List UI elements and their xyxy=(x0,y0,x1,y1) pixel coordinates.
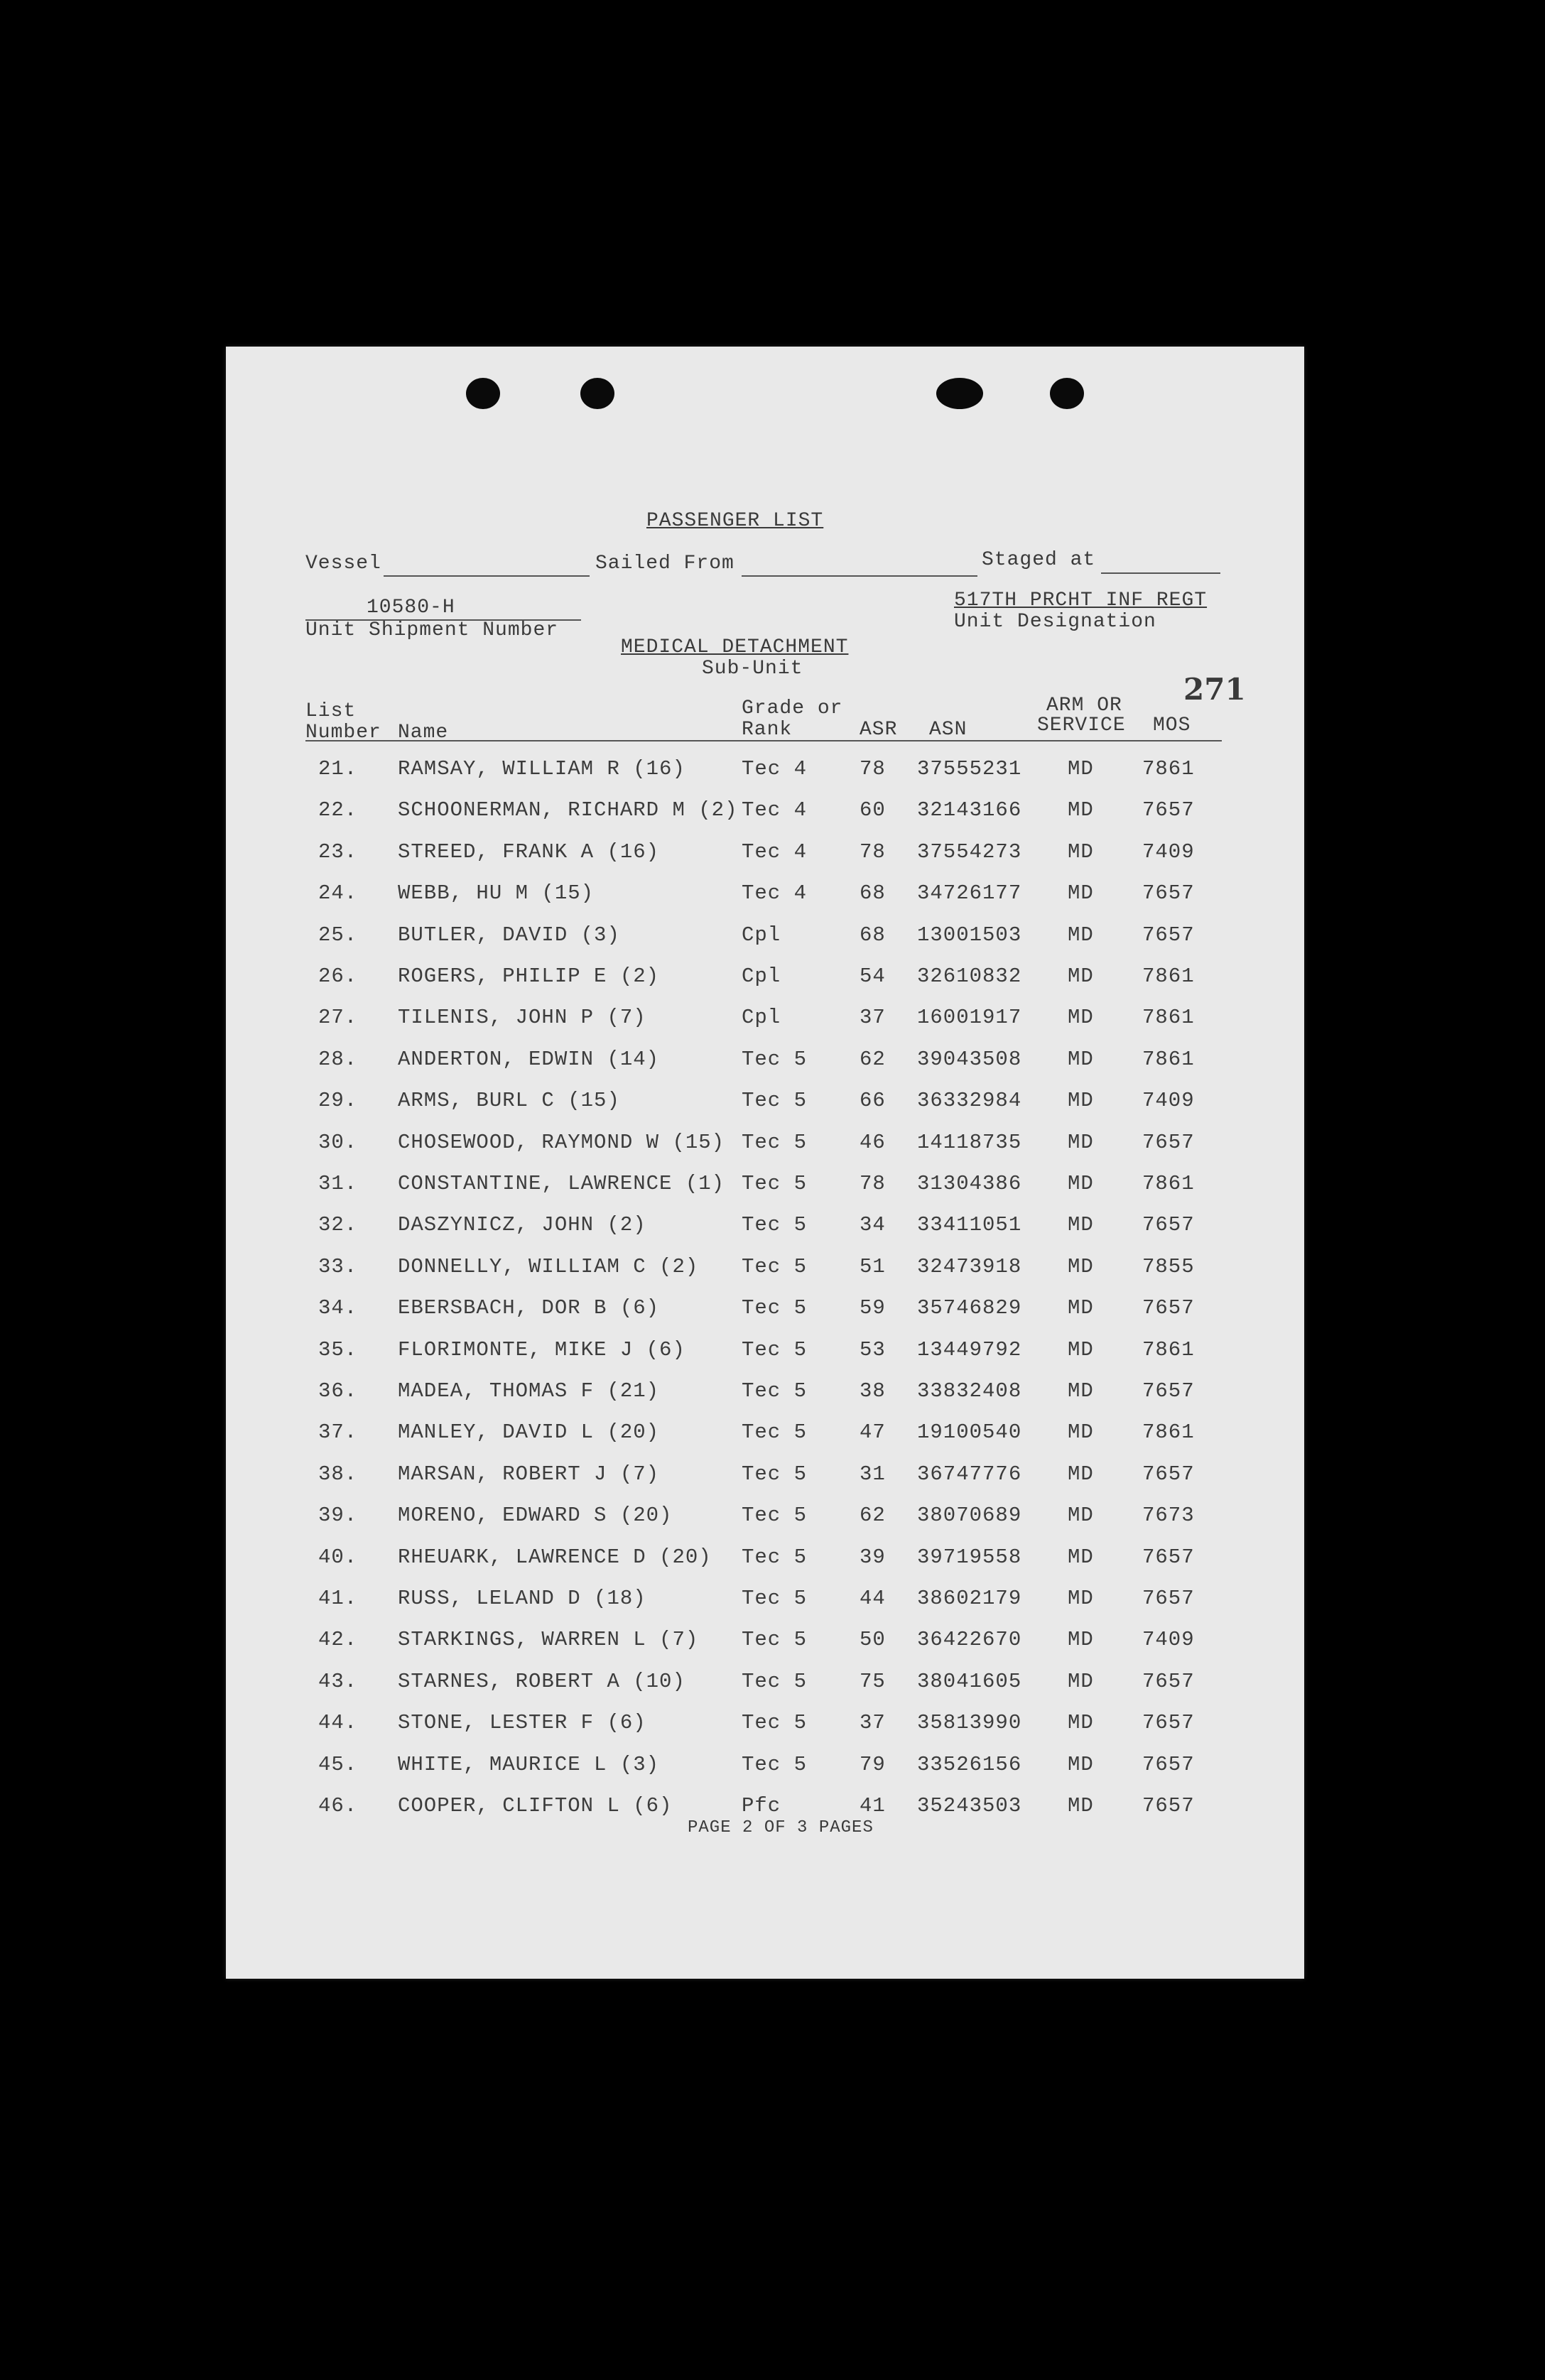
list-number: 39. xyxy=(318,1504,358,1528)
arm-or-service: MD xyxy=(1068,1213,1094,1237)
arm-or-service: MD xyxy=(1068,881,1094,906)
grade-rank: Tec 5 xyxy=(742,1711,808,1735)
army-serial-number: 36747776 xyxy=(917,1462,1022,1486)
grade-rank: Tec 4 xyxy=(742,881,808,906)
mos-code: 7657 xyxy=(1142,1213,1195,1237)
grade-rank: Tec 4 xyxy=(742,839,808,864)
asr-score: 37 xyxy=(860,1711,886,1735)
list-number: 31. xyxy=(318,1172,358,1195)
list-number: 36. xyxy=(318,1379,358,1403)
arm-or-service: MD xyxy=(1068,1337,1094,1362)
arm-or-service: MD xyxy=(1068,1047,1094,1071)
asr-score: 68 xyxy=(860,923,886,947)
passenger-name: STARKINGS, WARREN L (7) xyxy=(398,1628,699,1652)
mos-code: 7657 xyxy=(1142,881,1195,906)
army-serial-number: 38041605 xyxy=(917,1669,1022,1693)
mos-code: 7657 xyxy=(1142,1711,1195,1735)
asr-score: 39 xyxy=(860,1545,886,1569)
arm-or-service: MD xyxy=(1068,1587,1094,1610)
grade-rank: Tec 5 xyxy=(742,1296,808,1320)
passenger-name: ROGERS, PHILIP E (2) xyxy=(398,965,660,988)
col-header-number: Number xyxy=(305,722,381,744)
sub-unit-label: Sub-Unit xyxy=(702,658,803,680)
table-row xyxy=(226,1545,1304,1587)
grade-rank: Tec 5 xyxy=(742,1504,808,1528)
list-number: 44. xyxy=(318,1711,358,1735)
table-row xyxy=(226,1379,1304,1420)
asr-score: 34 xyxy=(860,1213,886,1237)
table-row xyxy=(226,1420,1304,1462)
army-serial-number: 33832408 xyxy=(917,1379,1022,1403)
list-number: 32. xyxy=(318,1213,358,1237)
arm-or-service: MD xyxy=(1068,1254,1094,1278)
arm-or-service: MD xyxy=(1068,757,1094,781)
mos-code: 7673 xyxy=(1142,1504,1195,1528)
passenger-name: SCHOONERMAN, RICHARD M (2) xyxy=(398,798,738,822)
unit-shipment-number-label: Unit Shipment Number xyxy=(305,619,559,641)
passenger-name: DASZYNICZ, JOHN (2) xyxy=(398,1213,646,1237)
unit-designation-label: Unit Designation xyxy=(954,611,1156,633)
table-row xyxy=(226,1753,1304,1794)
list-number: 23. xyxy=(318,839,358,864)
vessel-label: Vessel xyxy=(305,553,381,575)
mos-code: 7861 xyxy=(1142,1172,1195,1195)
arm-or-service: MD xyxy=(1068,923,1094,947)
table-row xyxy=(226,1089,1304,1130)
grade-rank: Tec 5 xyxy=(742,1628,808,1652)
mos-code: 7657 xyxy=(1142,1794,1195,1817)
army-serial-number: 33526156 xyxy=(917,1752,1022,1776)
army-serial-number: 32473918 xyxy=(917,1254,1022,1278)
passenger-name: FLORIMONTE, MIKE J (6) xyxy=(398,1337,685,1362)
passenger-name: MADEA, THOMAS F (21) xyxy=(398,1379,660,1403)
grade-rank: Tec 4 xyxy=(742,798,808,822)
mos-code: 7657 xyxy=(1142,1587,1195,1610)
passenger-name: WHITE, MAURICE L (3) xyxy=(398,1752,660,1776)
passenger-name: CHOSEWOOD, RAYMOND W (15) xyxy=(398,1130,725,1154)
col-header-asr: ASR xyxy=(860,719,898,741)
mos-code: 7657 xyxy=(1142,923,1195,947)
list-number: 27. xyxy=(318,1006,358,1030)
army-serial-number: 13449792 xyxy=(917,1337,1022,1362)
table-row xyxy=(226,757,1304,798)
staged-at-blank xyxy=(1101,572,1220,574)
table-row xyxy=(226,1587,1304,1628)
asr-score: 41 xyxy=(860,1794,886,1817)
arm-or-service: MD xyxy=(1068,1006,1094,1030)
list-number: 26. xyxy=(318,965,358,988)
arm-or-service: MD xyxy=(1068,798,1094,822)
grade-rank: Tec 5 xyxy=(742,1669,808,1693)
asr-score: 54 xyxy=(860,965,886,988)
arm-or-service: MD xyxy=(1068,1420,1094,1445)
grade-rank: Tec 5 xyxy=(742,1379,808,1403)
list-number: 24. xyxy=(318,881,358,906)
sailed-from-label: Sailed From xyxy=(595,553,734,575)
grade-rank: Tec 5 xyxy=(742,1213,808,1237)
army-serial-number: 36422670 xyxy=(917,1628,1022,1652)
asr-score: 78 xyxy=(860,839,886,864)
army-serial-number: 13001503 xyxy=(917,923,1022,947)
table-row xyxy=(226,965,1304,1006)
grade-rank: Tec 4 xyxy=(742,757,808,781)
passenger-name: EBERSBACH, DOR B (6) xyxy=(398,1296,660,1320)
col-header-arm: ARM OR xyxy=(1046,695,1122,717)
mos-code: 7861 xyxy=(1142,965,1195,988)
arm-or-service: MD xyxy=(1068,1794,1094,1817)
table-row xyxy=(226,840,1304,881)
army-serial-number: 33411051 xyxy=(917,1213,1022,1237)
table-row xyxy=(226,1255,1304,1296)
table-row xyxy=(226,1711,1304,1752)
army-serial-number: 14118735 xyxy=(917,1130,1022,1154)
staged-at-label: Staged at xyxy=(982,549,1096,571)
col-header-asn: ASN xyxy=(929,719,967,741)
grade-rank: Tec 5 xyxy=(742,1089,808,1113)
army-serial-number: 34726177 xyxy=(917,881,1022,906)
list-number: 33. xyxy=(318,1254,358,1278)
mos-code: 7657 xyxy=(1142,1752,1195,1776)
unit-designation: 517TH PRCHT INF REGT xyxy=(954,589,1208,612)
page-footer: PAGE 2 OF 3 PAGES xyxy=(688,1818,874,1837)
asr-score: 78 xyxy=(860,1172,886,1195)
arm-or-service: MD xyxy=(1068,1545,1094,1569)
arm-or-service: MD xyxy=(1068,1504,1094,1528)
list-number: 42. xyxy=(318,1628,358,1652)
army-serial-number: 39043508 xyxy=(917,1047,1022,1071)
army-serial-number: 35243503 xyxy=(917,1794,1022,1817)
mos-code: 7657 xyxy=(1142,1545,1195,1569)
list-number: 22. xyxy=(318,798,358,822)
asr-score: 59 xyxy=(860,1296,886,1320)
army-serial-number: 38070689 xyxy=(917,1504,1022,1528)
table-row xyxy=(226,798,1304,839)
grade-rank: Tec 5 xyxy=(742,1254,808,1278)
grade-rank: Tec 5 xyxy=(742,1545,808,1569)
punch-hole-3 xyxy=(936,378,983,409)
grade-rank: Pfc xyxy=(742,1794,781,1817)
grade-rank: Tec 5 xyxy=(742,1462,808,1486)
arm-or-service: MD xyxy=(1068,1752,1094,1776)
mos-code: 7861 xyxy=(1142,1420,1195,1445)
passenger-name: COOPER, CLIFTON L (6) xyxy=(398,1794,673,1817)
table-row xyxy=(226,1006,1304,1047)
mos-code: 7657 xyxy=(1142,1669,1195,1693)
grade-rank: Cpl xyxy=(742,923,781,947)
asr-score: 62 xyxy=(860,1047,886,1071)
asr-score: 47 xyxy=(860,1420,886,1445)
mos-code: 7855 xyxy=(1142,1254,1195,1278)
asr-score: 50 xyxy=(860,1628,886,1652)
passenger-name: ARMS, BURL C (15) xyxy=(398,1089,620,1113)
grade-rank: Cpl xyxy=(742,1006,781,1030)
passenger-name: CONSTANTINE, LAWRENCE (1) xyxy=(398,1172,725,1195)
passenger-name: DONNELLY, WILLIAM C (2) xyxy=(398,1254,699,1278)
asr-score: 79 xyxy=(860,1752,886,1776)
asr-score: 60 xyxy=(860,798,886,822)
table-row xyxy=(226,1628,1304,1669)
table-row xyxy=(226,1296,1304,1337)
army-serial-number: 38602179 xyxy=(917,1587,1022,1610)
passenger-name: WEBB, HU M (15) xyxy=(398,881,595,906)
grade-rank: Cpl xyxy=(742,965,781,988)
grade-rank: Tec 5 xyxy=(742,1587,808,1610)
arm-or-service: MD xyxy=(1068,1172,1094,1195)
table-row xyxy=(226,1462,1304,1504)
mos-code: 7657 xyxy=(1142,1462,1195,1486)
arm-or-service: MD xyxy=(1068,965,1094,988)
mos-code: 7657 xyxy=(1142,798,1195,822)
army-serial-number: 31304386 xyxy=(917,1172,1022,1195)
asr-score: 53 xyxy=(860,1337,886,1362)
arm-or-service: MD xyxy=(1068,1296,1094,1320)
table-row xyxy=(226,923,1304,965)
grade-rank: Tec 5 xyxy=(742,1172,808,1195)
asr-score: 66 xyxy=(860,1089,886,1113)
grade-rank: Tec 5 xyxy=(742,1752,808,1776)
mos-code: 7657 xyxy=(1142,1296,1195,1320)
asr-score: 44 xyxy=(860,1587,886,1610)
mos-code: 7409 xyxy=(1142,839,1195,864)
passenger-name: RHEUARK, LAWRENCE D (20) xyxy=(398,1545,712,1569)
passenger-name: RUSS, LELAND D (18) xyxy=(398,1587,646,1610)
punch-hole-2 xyxy=(580,378,614,409)
arm-or-service: MD xyxy=(1068,1379,1094,1403)
army-serial-number: 37555231 xyxy=(917,757,1022,781)
asr-score: 46 xyxy=(860,1130,886,1154)
grade-rank: Tec 5 xyxy=(742,1130,808,1154)
list-number: 38. xyxy=(318,1462,358,1486)
asr-score: 51 xyxy=(860,1254,886,1278)
passenger-name: MARSAN, ROBERT J (7) xyxy=(398,1462,660,1486)
table-row xyxy=(226,1504,1304,1545)
col-header-name: Name xyxy=(398,722,449,744)
table-row xyxy=(226,1172,1304,1213)
header-rule xyxy=(305,740,1222,741)
arm-or-service: MD xyxy=(1068,1628,1094,1652)
grade-rank: Tec 5 xyxy=(742,1337,808,1362)
arm-or-service: MD xyxy=(1068,1130,1094,1154)
unit-shipment-number: 10580-H xyxy=(367,597,455,619)
grade-rank: Tec 5 xyxy=(742,1420,808,1445)
list-number: 34. xyxy=(318,1296,358,1320)
mos-code: 7861 xyxy=(1142,1006,1195,1030)
army-serial-number: 16001917 xyxy=(917,1006,1022,1030)
punch-hole-4 xyxy=(1050,378,1084,409)
arm-or-service: MD xyxy=(1068,839,1094,864)
passenger-name: MANLEY, DAVID L (20) xyxy=(398,1420,660,1445)
passenger-name: STONE, LESTER F (6) xyxy=(398,1711,646,1735)
list-number: 29. xyxy=(318,1089,358,1113)
passenger-name: MORENO, EDWARD S (20) xyxy=(398,1504,673,1528)
list-number: 25. xyxy=(318,923,358,947)
passenger-name: TILENIS, JOHN P (7) xyxy=(398,1006,646,1030)
list-number: 45. xyxy=(318,1752,358,1776)
mos-code: 7409 xyxy=(1142,1628,1195,1652)
arm-or-service: MD xyxy=(1068,1711,1094,1735)
list-number: 40. xyxy=(318,1545,358,1569)
passenger-name: BUTLER, DAVID (3) xyxy=(398,923,620,947)
mos-code: 7657 xyxy=(1142,1379,1195,1403)
mos-code: 7409 xyxy=(1142,1089,1195,1113)
army-serial-number: 36332984 xyxy=(917,1089,1022,1113)
col-header-service: SERVICE xyxy=(1037,714,1126,737)
col-header-rank: Rank xyxy=(742,719,793,741)
asr-score: 62 xyxy=(860,1504,886,1528)
passenger-name: RAMSAY, WILLIAM R (16) xyxy=(398,757,685,781)
vessel-blank xyxy=(384,575,590,577)
page-stamp-number: 271 xyxy=(1183,672,1246,707)
army-serial-number: 37554273 xyxy=(917,839,1022,864)
list-number: 41. xyxy=(318,1587,358,1610)
asr-score: 75 xyxy=(860,1669,886,1693)
list-number: 21. xyxy=(318,757,358,781)
sub-unit: MEDICAL DETACHMENT xyxy=(621,636,849,658)
mos-code: 7861 xyxy=(1142,757,1195,781)
asr-score: 78 xyxy=(860,757,886,781)
table-row xyxy=(226,1338,1304,1379)
table-row xyxy=(226,1131,1304,1172)
col-header-mos: MOS xyxy=(1153,714,1191,737)
list-number: 46. xyxy=(318,1794,358,1817)
list-number: 37. xyxy=(318,1420,358,1445)
page-title: PASSENGER LIST xyxy=(646,510,824,532)
mos-code: 7657 xyxy=(1142,1130,1195,1154)
army-serial-number: 32143166 xyxy=(917,798,1022,822)
asr-score: 37 xyxy=(860,1006,886,1030)
table-row xyxy=(226,1048,1304,1089)
passenger-name: STREED, FRANK A (16) xyxy=(398,839,660,864)
list-number: 28. xyxy=(318,1047,358,1071)
asr-score: 68 xyxy=(860,881,886,906)
army-serial-number: 39719558 xyxy=(917,1545,1022,1569)
document-page xyxy=(226,347,1304,1979)
col-header-list: List xyxy=(305,700,357,722)
list-number: 43. xyxy=(318,1669,358,1693)
punch-hole-1 xyxy=(466,378,500,409)
table-row xyxy=(226,1213,1304,1254)
mos-code: 7861 xyxy=(1142,1047,1195,1071)
list-number: 35. xyxy=(318,1337,358,1362)
passenger-name: ANDERTON, EDWIN (14) xyxy=(398,1047,660,1071)
arm-or-service: MD xyxy=(1068,1669,1094,1693)
sailed-from-blank xyxy=(742,575,977,577)
grade-rank: Tec 5 xyxy=(742,1047,808,1071)
mos-code: 7861 xyxy=(1142,1337,1195,1362)
col-header-grade: Grade or xyxy=(742,697,843,719)
army-serial-number: 35813990 xyxy=(917,1711,1022,1735)
arm-or-service: MD xyxy=(1068,1089,1094,1113)
army-serial-number: 32610832 xyxy=(917,965,1022,988)
army-serial-number: 19100540 xyxy=(917,1420,1022,1445)
table-row xyxy=(226,1670,1304,1711)
list-number: 30. xyxy=(318,1130,358,1154)
asr-score: 38 xyxy=(860,1379,886,1403)
asr-score: 31 xyxy=(860,1462,886,1486)
arm-or-service: MD xyxy=(1068,1462,1094,1486)
passenger-name: STARNES, ROBERT A (10) xyxy=(398,1669,685,1693)
table-row xyxy=(226,881,1304,923)
army-serial-number: 35746829 xyxy=(917,1296,1022,1320)
